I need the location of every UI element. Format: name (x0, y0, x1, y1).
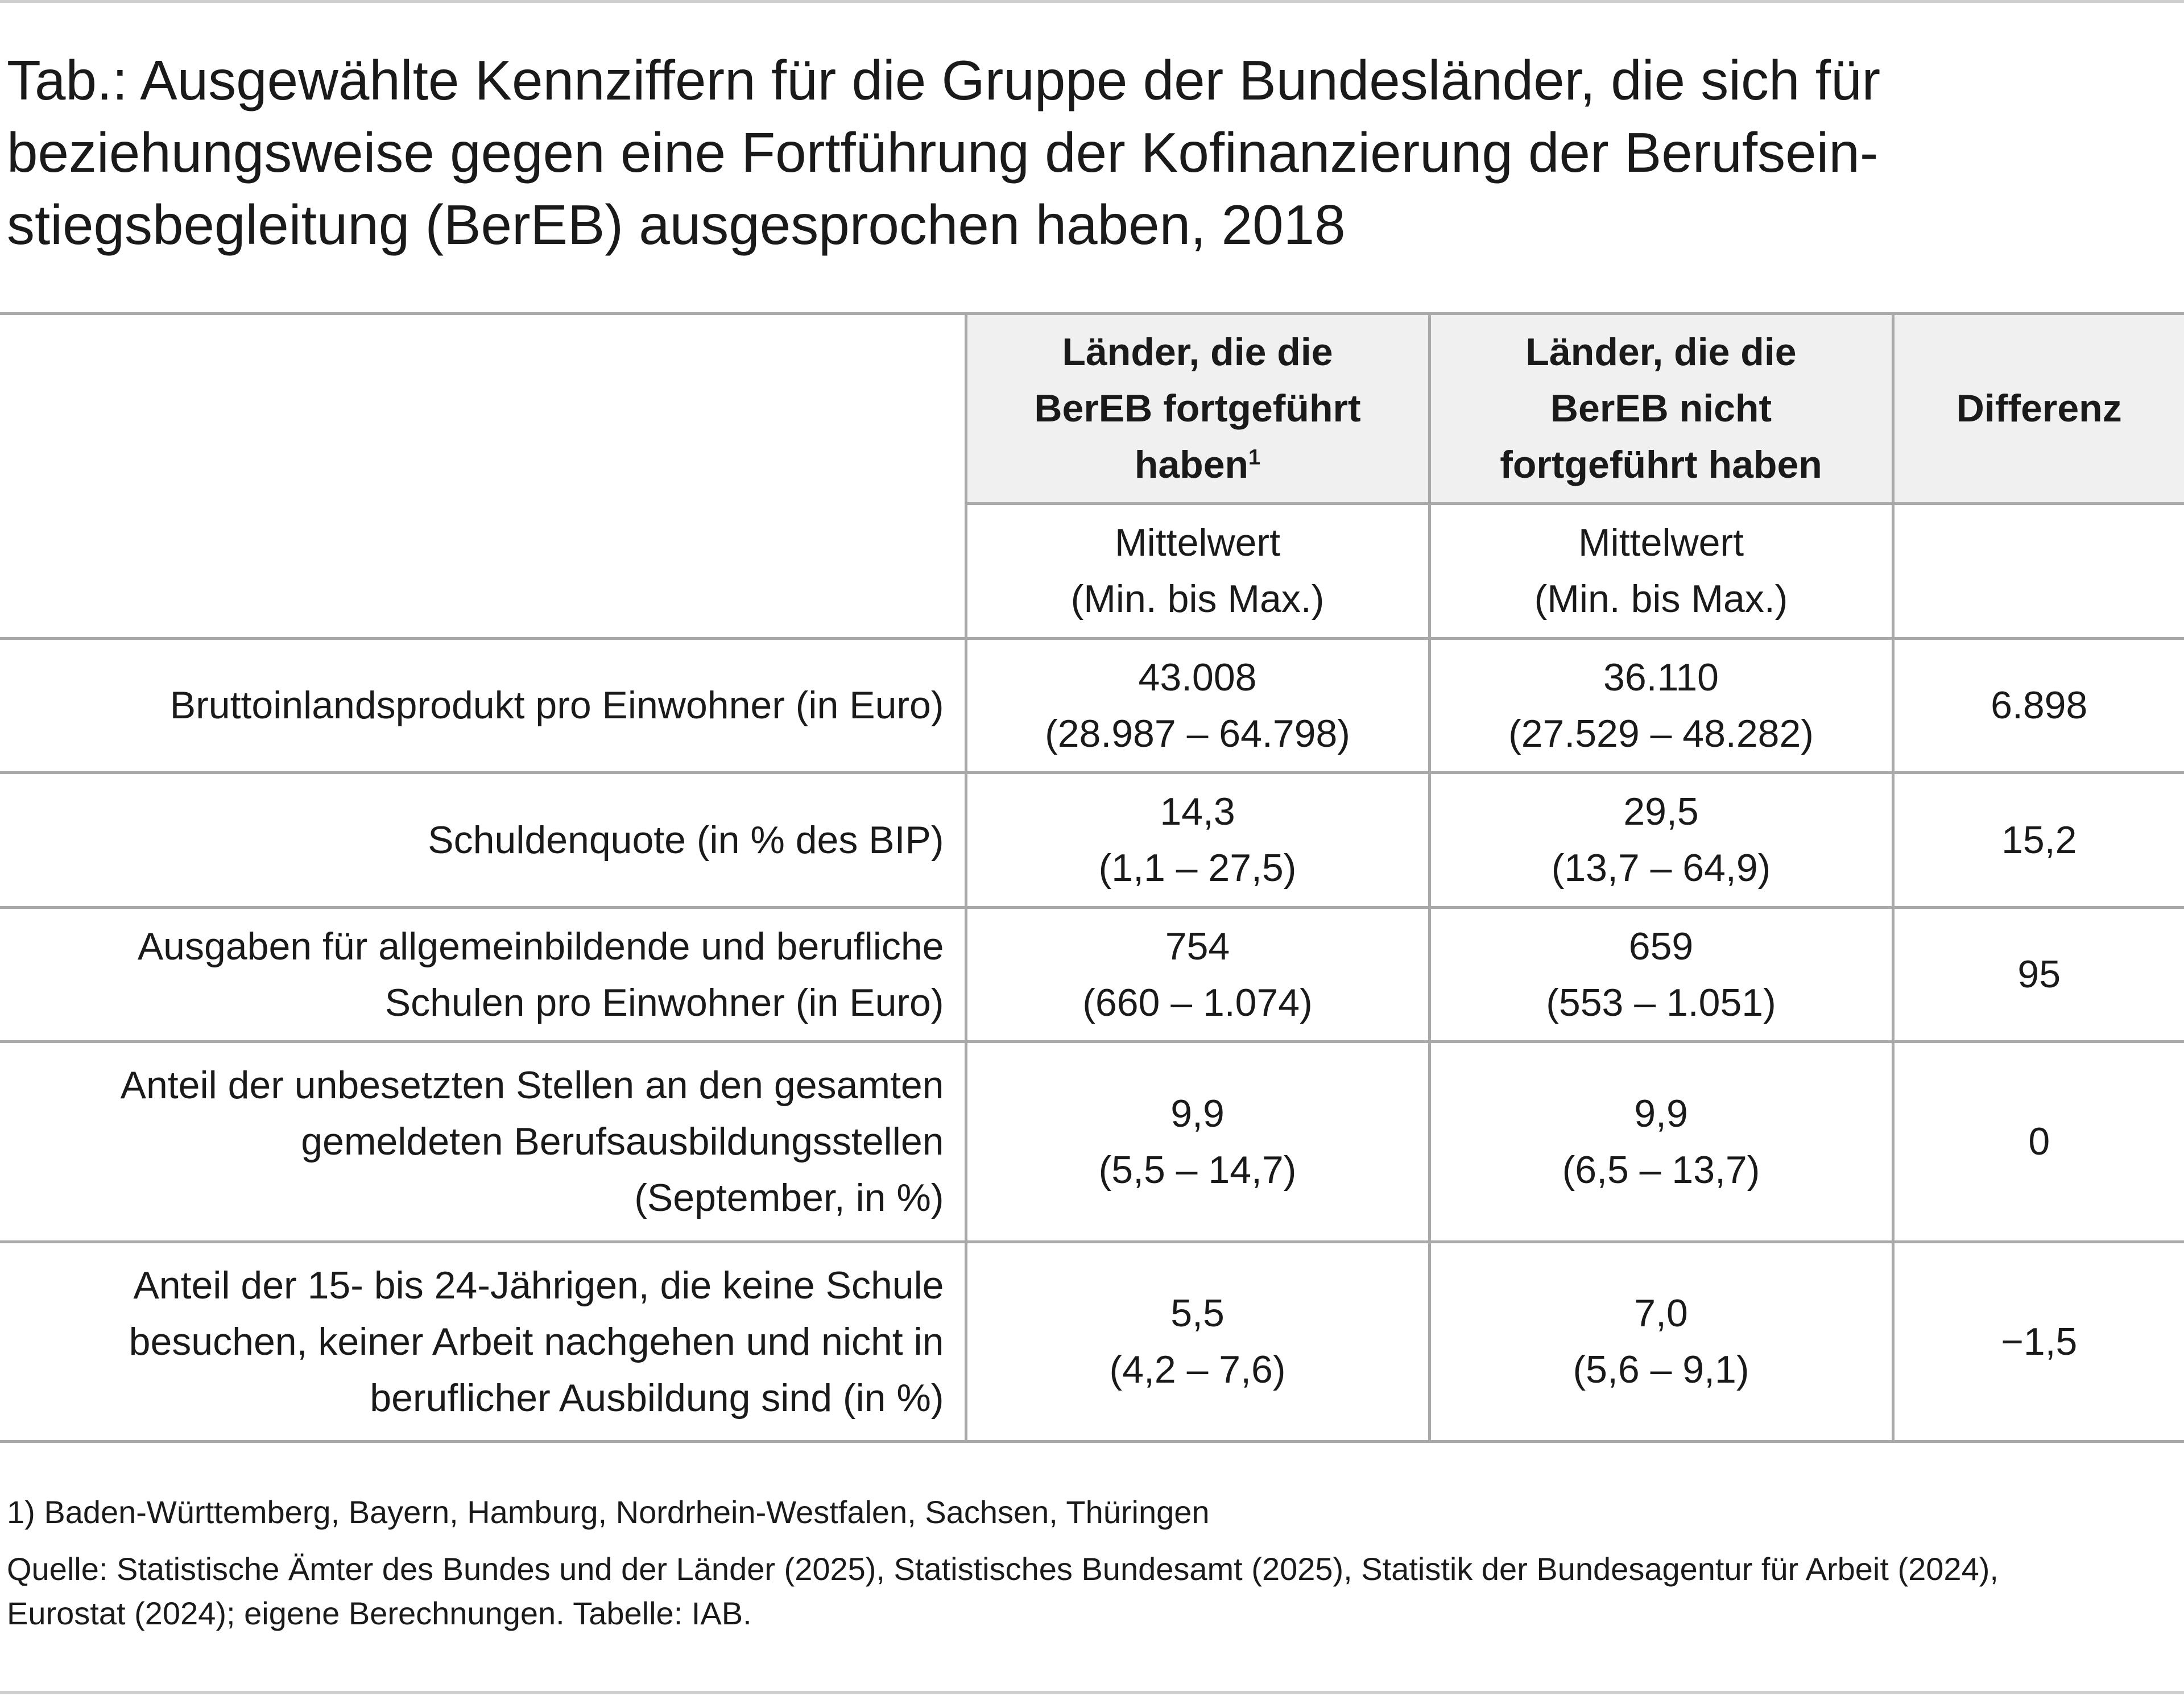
cell-fortgefuehrt: 754 (660 – 1.074) (966, 908, 1429, 1042)
cell-differenz: 15,2 (1893, 773, 2184, 908)
top-rule (0, 0, 2184, 3)
cell-nicht-fortgefuehrt: 7,0 (5,6 – 9,1) (1429, 1242, 1893, 1442)
row-label: Anteil der unbesetzten Stellen an den gesamten gemeldeten Berufsausbildungsstellen (September, in %) (0, 1042, 966, 1242)
cell-nicht-fortgefuehrt: 659 (553 – 1.051) (1429, 908, 1893, 1042)
cell-nicht-fortgefuehrt: 9,9 (6,5 – 13,7) (1429, 1042, 1893, 1242)
cell-fortgefuehrt: 5,5 (4,2 – 7,6) (966, 1242, 1429, 1442)
cell-fortgefuehrt: 43.008 (28.987 – 64.798) (966, 639, 1429, 773)
subheader-fortgefuehrt: Mittelwert (Min. bis Max.) (966, 504, 1429, 639)
indicator-table (0, 312, 2184, 1443)
cell-differenz: 0 (1893, 1042, 2184, 1242)
row-label: Schuldenquote (in % des BIP) (0, 773, 966, 908)
title-line-1: Tab.: Ausgewählte Kennziffern für die Gruppe der Bundesländer, die sich für (7, 49, 1881, 111)
cell-fortgefuehrt: 9,9 (5,5 – 14,7) (966, 1042, 1429, 1242)
cell-differenz: 6.898 (1893, 639, 2184, 773)
table-row (0, 1042, 2184, 1242)
cell-nicht-fortgefuehrt: 29,5 (13,7 – 64,9) (1429, 773, 1893, 908)
header-empty-cell (0, 314, 966, 639)
table-title (7, 44, 2168, 261)
header-fortgefuehrt: Länder, die die BerEB fortgeführt haben$^1$ (966, 314, 1429, 504)
subheader-nicht-fortgefuehrt: Mittelwert (Min. bis Max.) (1429, 504, 1893, 639)
cell-differenz: −1,5 (1893, 1242, 2184, 1442)
footnote: 1) Baden-Württemberg, Bayern, Hamburg, Nordrhein-Westfalen, Sachsen, Thüringen (7, 1494, 1210, 1530)
bottom-rule (0, 1691, 2184, 1694)
table-row (0, 1242, 2184, 1442)
row-label: Ausgaben für allgemeinbildende und berufliche Schulen pro Einwohner (in Euro) (0, 908, 966, 1042)
table-row (0, 908, 2184, 1042)
subheader-differenz-empty (1893, 504, 2184, 639)
row-label: Bruttoinlandsprodukt pro Einwohner (in Euro) (0, 639, 966, 773)
source-note: Quelle: Statistische Ämter des Bundes und der Länder (2025), Statistisches Bundesamt (2025), Statistik der Bundesagentur für Arbeit (2024), Eurostat (2024); eigene Berechnungen. Tabelle: IAB. (7, 1551, 1999, 1631)
cell-nicht-fortgefuehrt: 36.110 (27.529 – 48.282) (1429, 639, 1893, 773)
title-line-2: beziehungsweise gegen eine Fortführung der Kofinanzierung der Berufsein- (7, 121, 1879, 184)
header-differenz: Differenz (1893, 314, 2184, 504)
row-label: Anteil der 15- bis 24-Jährigen, die keine Schule besuchen, keiner Arbeit nachgehen und nicht in beruflicher Ausbildung sind (in %) (0, 1242, 966, 1442)
title-line-3: stiegsbegleitung (BerEB) ausgesprochen haben, 2018 (7, 193, 1346, 256)
header-row (0, 314, 2184, 504)
footnote-mark: 1 (1248, 445, 1261, 470)
cell-differenz: 95 (1893, 908, 2184, 1042)
cell-fortgefuehrt: 14,3 (1,1 – 27,5) (966, 773, 1429, 908)
header-nicht-fortgefuehrt: Länder, die die BerEB nicht fortgeführt haben (1429, 314, 1893, 504)
table-row (0, 773, 2184, 908)
table-row (0, 639, 2184, 773)
table-notes (7, 1490, 2174, 1636)
